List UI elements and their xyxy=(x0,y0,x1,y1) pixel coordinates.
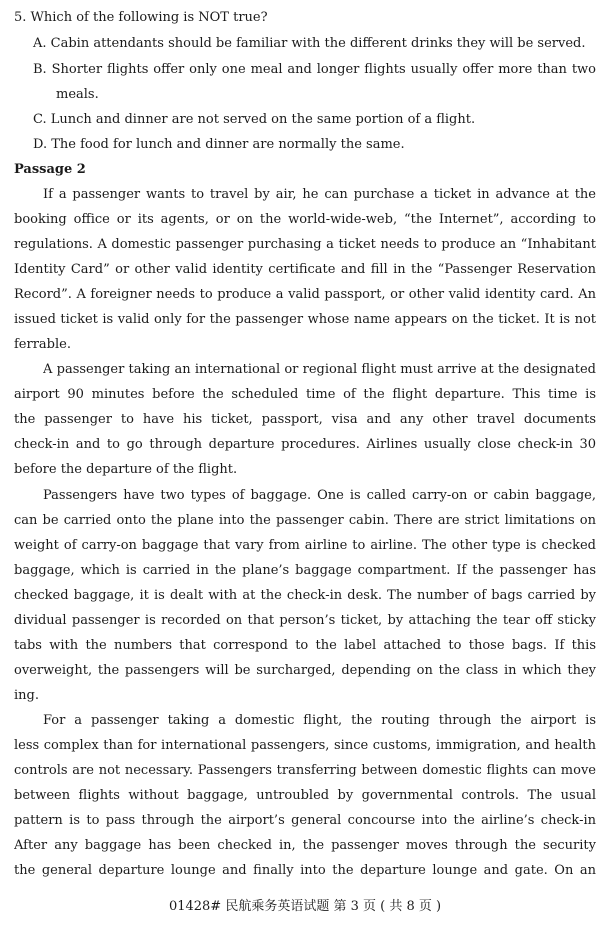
option-c: C. Lunch and dinner are not served on the same portion of a flight. xyxy=(33,112,476,127)
option-b: B. Shorter flights offer only one meal and longer flights usually offer more than two xyxy=(33,62,596,77)
passage-line: the passenger to have his ticket, passport, visa and any other travel documents xyxy=(14,412,596,427)
passage-line: the general departure lounge and finally into the departure lounge and gate. On an xyxy=(14,863,596,878)
option-d: D. The food for lunch and dinner are normally the same. xyxy=(33,137,405,152)
passage-line: baggage, which is carried in the plane’s baggage compartment. If the passenger has xyxy=(14,563,596,578)
passage-title: Passage 2 xyxy=(14,162,86,177)
passage-line: can be carried onto the plane into the passenger cabin. There are strict limitations on xyxy=(14,513,596,528)
passage-line: checked baggage, it is dealt with at the check-in desk. The number of bags carried by xyxy=(14,588,596,603)
passage-line: before the departure of the flight. xyxy=(14,462,238,477)
passage-line: Record”. A foreigner needs to produce a valid passport, or other valid identity card. An xyxy=(14,287,596,302)
passage-line: A passenger taking an international or regional flight must arrive at the designated xyxy=(43,362,596,377)
passage-line: tabs with the numbers that correspond to the label attached to those bags. If this xyxy=(14,638,596,653)
passage-line: less complex than for international passengers, since customs, immigration, and health xyxy=(14,738,596,753)
passage-line: Passengers have two types of baggage. One is called carry-on or cabin baggage, xyxy=(43,488,596,503)
passage-line: airport 90 minutes before the scheduled time of the flight departure. This time is xyxy=(14,387,596,402)
passage-line: For a passenger taking a domestic flight, the routing through the airport is xyxy=(43,713,596,728)
page-footer: 01428# 民航乘务英语试题 第 3 页 ( 共 8 页 ) xyxy=(168,899,442,914)
passage-line: check-in and to go through departure procedures. Airlines usually close check-in 30 xyxy=(14,437,596,452)
passage-line: After any baggage has been checked in, the passenger moves through the security xyxy=(14,838,596,853)
passage-line: controls are not necessary. Passengers transferring between domestic flights can move xyxy=(14,763,596,778)
passage-line: regulations. A domestic passenger purchasing a ticket needs to produce an “Inhabitant xyxy=(14,237,596,252)
passage-line: ferrable. xyxy=(14,337,71,352)
passage-line: dividual passenger is recorded on that person’s ticket, by attaching the tear off sticky xyxy=(14,613,596,628)
passage-line: booking office or its agents, or on the world-wide-web, “the Internet”, according to xyxy=(14,212,596,227)
option-a: A. Cabin attendants should be familiar with the different drinks they will be served. xyxy=(33,36,586,51)
question-5-stem: 5. Which of the following is NOT true? xyxy=(14,10,268,25)
passage-line: weight of carry-on baggage that vary from airline to airline. The other type is checked xyxy=(14,538,596,553)
passage-line: pattern is to pass through the airport’s general concourse into the airline’s check-in xyxy=(14,813,596,828)
passage-line: issued ticket is valid only for the passenger whose name appears on the ticket. It is not xyxy=(14,312,596,327)
passage-line: If a passenger wants to travel by air, he can purchase a ticket in advance at the xyxy=(43,187,596,202)
passage-line: ing. xyxy=(14,688,39,703)
option-b-continued: meals. xyxy=(56,87,99,102)
passage-line: Identity Card” or other valid identity certificate and fill in the “Passenger Reservation xyxy=(14,262,596,277)
passage-line: overweight, the passengers will be surcharged, depending on the class in which they xyxy=(14,663,596,678)
passage-line: between flights without baggage, untroubled by governmental controls. The usual xyxy=(14,788,596,803)
